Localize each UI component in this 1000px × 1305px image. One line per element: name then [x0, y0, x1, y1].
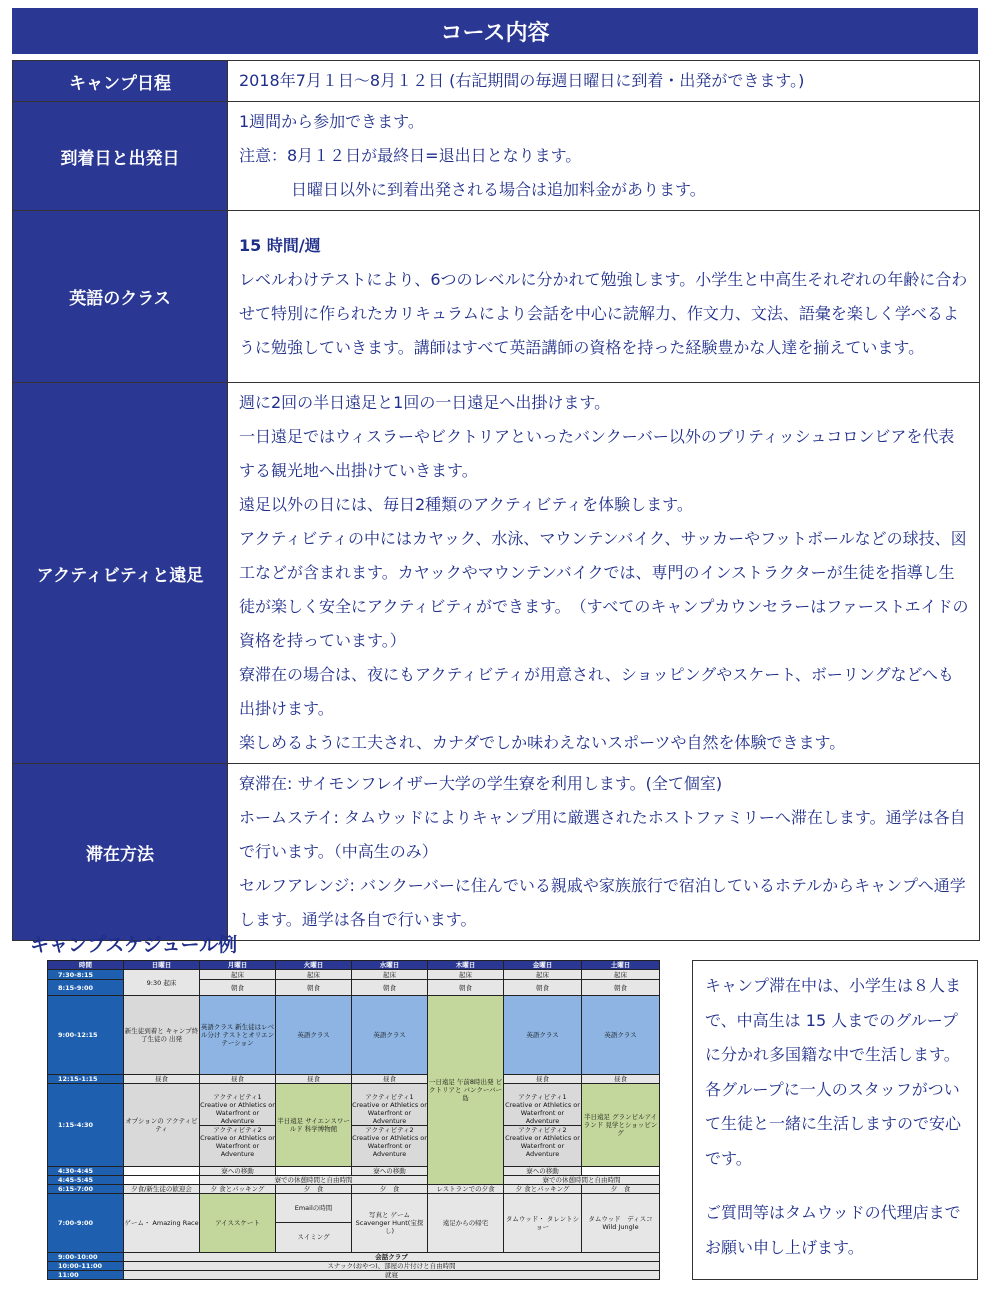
row-text: 15 時間/週 — [239, 235, 321, 255]
schedule-cell: 寮での休憩時間と自由時間 — [200, 1175, 428, 1184]
schedule-table — [47, 960, 659, 1280]
schedule-time: 9:00-10:00 — [48, 1252, 124, 1261]
schedule-time: 9:00-12:15 — [48, 996, 124, 1075]
row-text: 遠足以外の日には、毎日2種類のアクティビティを体験します。 — [239, 495, 693, 514]
schedule-cell: 夕 食とパッキング — [200, 1185, 276, 1194]
schedule-row — [48, 1166, 660, 1175]
row-label: キャンプ日程 — [13, 61, 228, 102]
schedule-cell: 昼食 — [124, 1075, 200, 1084]
schedule-header: 木曜日 — [428, 961, 504, 970]
schedule-cell: ゲーム・ Amazing Race — [124, 1194, 200, 1253]
schedule-cell — [200, 1084, 276, 1167]
schedule-cell: 寮での休憩時間と自由時間 — [504, 1175, 660, 1184]
schedule-cell: 寮への移動 — [200, 1166, 276, 1175]
schedule-cell: 会話クラブ — [124, 1252, 660, 1261]
row-text: 楽しめるように工夫され、カナダでしか味わえないスポーツや自然を体験できます。 — [239, 733, 846, 752]
schedule-cell: オプションの アクティビティ — [124, 1084, 200, 1167]
schedule-cell: 朝食 — [276, 980, 352, 996]
schedule-cell: 半日遠足 グランビルアイランド 見学とショッピング — [582, 1084, 660, 1167]
schedule-cell: 新生徒到着と キャンプ終了生徒の 出発 — [124, 996, 200, 1075]
row-text: 週に2回の半日遠足と1回の一日遠足へ出掛けます。 — [239, 393, 611, 412]
schedule-cell-part: アクティビティ1 Creative or Athletics or Waterfront or Adventure — [505, 1092, 580, 1125]
schedule-cell: 起床 — [582, 970, 660, 980]
row-text: 注意：8月１２日が最終日=退出日となります。 — [239, 146, 582, 165]
schedule-header: 火曜日 — [276, 961, 352, 970]
schedule-cell: 昼食 — [352, 1075, 428, 1084]
schedule-cell-part: アクティビティ2 Creative or Athletics or Waterfront or Adventure — [200, 1125, 275, 1158]
schedule-cell: 9:30 起床 — [124, 970, 200, 996]
schedule-row — [48, 1270, 660, 1279]
row-text: セルフアレンジ: バンクーバーに住んでいる親戚や家族旅行で宿泊しているホテルからキャンプへ通学します。通学は各自で行います。 — [239, 876, 966, 929]
schedule-cell — [504, 1084, 582, 1167]
schedule-time: 10:00-11:00 — [48, 1261, 124, 1270]
note-text: キャンプ滞在中は、小学生は８人まで、中高生は 15 人までのグループに分かれ多国籍な中で生活します。各グループに一人のスタッフがついて生徒と一緒に生活しますので安心です。 — [705, 976, 962, 1168]
schedule-cell: 朝食 — [200, 980, 276, 996]
schedule-cell: 起床 — [352, 970, 428, 980]
row-english — [13, 211, 980, 383]
schedule-cell: 夕 食 — [352, 1185, 428, 1194]
schedule-header: 土曜日 — [582, 961, 660, 970]
schedule-cell — [582, 1166, 660, 1175]
schedule-cell: 英語クラス 新生徒はレベル分け テストとオリエンテーション — [200, 996, 276, 1075]
schedule-header-row — [48, 961, 660, 970]
schedule-cell-part: アクティビティ1 Creative or Athletics or Waterfront or Adventure — [200, 1092, 275, 1125]
schedule-title: キャンプスケジュール例 — [30, 934, 238, 956]
schedule-cell: レストランでの夕食 — [428, 1185, 504, 1194]
schedule-cell: 半日遠足 サイエンスワールド 科学博物館 — [276, 1084, 352, 1167]
row-text: 寮滞在の場合は、夜にもアクティビティが用意され、ショッピングやスケート、ボーリングなどへも出掛けます。 — [239, 665, 954, 718]
schedule-cell-part: Emailの時間 — [294, 1204, 333, 1213]
schedule-cell: 就寝 — [124, 1270, 660, 1279]
schedule-cell-part: アクティビティ1 Creative or Athletics or Waterfront or Adventure — [352, 1092, 427, 1125]
schedule-cell: アイススケート — [200, 1194, 276, 1253]
schedule-header: 月曜日 — [200, 961, 276, 970]
page-title: コース内容 — [12, 8, 978, 54]
row-activities — [13, 383, 980, 764]
schedule-time: 12:15-1:15 — [48, 1075, 124, 1084]
schedule-cell: 昼食 — [504, 1075, 582, 1084]
schedule-cell: 昼食 — [200, 1075, 276, 1084]
schedule-cell: タムウッド ディスコ Wild Jungle — [582, 1194, 660, 1253]
schedule-cell: 朝食 — [504, 980, 582, 996]
schedule-cell: 寮への移動 — [504, 1166, 582, 1175]
schedule-cell: タムウッド・ タレントショー — [504, 1194, 582, 1253]
course-table — [12, 60, 980, 941]
schedule-header: 金曜日 — [504, 961, 582, 970]
schedule-row — [48, 1261, 660, 1270]
schedule-time: 7:00-9:00 — [48, 1194, 124, 1253]
schedule-time: 6:15-7:00 — [48, 1185, 124, 1194]
schedule-cell: 英語クラス — [352, 996, 428, 1075]
schedule-time: 4:30-4:45 — [48, 1166, 124, 1175]
schedule-cell: 英語クラス — [504, 996, 582, 1075]
schedule-row — [48, 1194, 660, 1253]
schedule-cell: 英語クラス — [276, 996, 352, 1075]
schedule-cell: 夕 食 — [276, 1185, 352, 1194]
schedule-cell: 起床 — [200, 970, 276, 980]
schedule-row — [48, 1252, 660, 1261]
schedule-cell: 起床 — [428, 970, 504, 980]
row-stay — [13, 764, 980, 941]
schedule-time: 8:15-9:00 — [48, 980, 124, 996]
schedule-cell-part: アクティビティ2 Creative or Athletics or Waterfront or Adventure — [352, 1125, 427, 1158]
schedule-cell: 朝食 — [352, 980, 428, 996]
schedule-cell: 起床 — [504, 970, 582, 980]
schedule-cell: 寮への移動 — [352, 1166, 428, 1175]
schedule-cell: 遠足からの帰宅 — [428, 1194, 504, 1253]
row-text: 一日遠足ではウィスラーやビクトリアといったバンクーバー以外のブリティッシュコロンビアを代表する観光地へ出掛けていきます。 — [239, 427, 955, 480]
schedule-cell: 夕 食とパッキング — [504, 1185, 582, 1194]
schedule-cell: スナック(おやつ)、部屋の片付けと自由時間 — [124, 1261, 660, 1270]
schedule-cell — [352, 1084, 428, 1167]
schedule-row — [48, 1084, 660, 1167]
schedule-cell — [124, 1166, 200, 1175]
schedule-header: 時間 — [48, 961, 124, 970]
schedule-time: 1:15-4:30 — [48, 1084, 124, 1167]
schedule-row — [48, 1185, 660, 1194]
schedule-cell: 朝食 — [582, 980, 660, 996]
note-box — [692, 960, 978, 1280]
row-text: アクティビティの中にはカヤック、水泳、マウンテンバイク、サッカーやフットボールなどの球技、図工などが含まれます。カヤックやマウンテンバイクでは、専門のインストラクターが生徒を指導し生徒が楽しく安全にアクティビティができます。 （すべてのキャンプカウンセラーはファーストエイドの資格を持っています。） — [239, 529, 969, 650]
row-label: 滞在方法 — [13, 764, 228, 941]
schedule-header: 水曜日 — [352, 961, 428, 970]
row-text: 1週間から参加できます。 — [239, 112, 424, 131]
row-label: 英語のクラス — [13, 211, 228, 383]
schedule-row — [48, 970, 660, 980]
schedule-cell: 一日遠足 午前8時出発 ビクトリアと バンクーバー島 — [428, 996, 504, 1185]
schedule-cell: 写真と ゲームScavenger Hunt(宝探し) — [352, 1194, 428, 1253]
schedule-cell — [276, 1194, 352, 1253]
row-label: 到着日と出発日 — [13, 102, 228, 211]
row-arrival — [13, 102, 980, 211]
schedule-cell: 夕食/新生徒の歓迎会 — [124, 1185, 200, 1194]
schedule-time: 4:45-5:45 — [48, 1175, 124, 1184]
row-schedule — [13, 61, 980, 102]
schedule-cell: 英語クラス — [582, 996, 660, 1075]
row-label: アクティビティと遠足 — [13, 383, 228, 764]
note-text: ご質問等はタムウッドの代理店までお願い申し上げます。 — [705, 1203, 961, 1257]
row-text: 2018年7月１日～8月１２日 (右記期間の毎週日曜日に到着・出発ができます。) — [239, 71, 805, 90]
schedule-cell: 昼食 — [582, 1075, 660, 1084]
schedule-cell — [276, 1166, 352, 1175]
row-text: ホームステイ: タムウッドによりキャンプ用に厳選されたホストファミリーへ滞在します。通学は各自で行います。（中高生のみ） — [239, 808, 966, 861]
row-text: 寮滞在: サイモンフレイザー大学の学生寮を利用します。(全て個室) — [239, 774, 723, 793]
schedule-row — [48, 996, 660, 1075]
row-text: レベルわけテストにより、6つのレベルに分かれて勉強します。小学生と中高生それぞれの年齢に合わせて特別に作られたカリキュラムにより会話を中心に読解力、作文力、文法、語彙を楽しく学べるように勉強していきます。講師はすべて英語講師の資格を持った経験豊かな人達を揃えています。 — [239, 269, 968, 357]
schedule-cell: 朝食 — [428, 980, 504, 996]
schedule-cell-part: スイミング — [276, 1222, 351, 1241]
schedule-cell: 夕 食 — [582, 1185, 660, 1194]
schedule-time: 11:00 — [48, 1270, 124, 1279]
schedule-cell — [124, 1175, 200, 1184]
schedule-cell-part: アクティビティ2 Creative or Athletics or Waterfront or Adventure — [505, 1125, 580, 1158]
schedule-time: 7:30-8:15 — [48, 970, 124, 980]
schedule-cell: 起床 — [276, 970, 352, 980]
schedule-cell: 昼食 — [276, 1075, 352, 1084]
schedule-row — [48, 1175, 660, 1184]
row-text: 日曜日以外に到着出発される場合は追加料金があります。 — [291, 180, 706, 199]
schedule-header: 日曜日 — [124, 961, 200, 970]
schedule-row — [48, 1075, 660, 1084]
